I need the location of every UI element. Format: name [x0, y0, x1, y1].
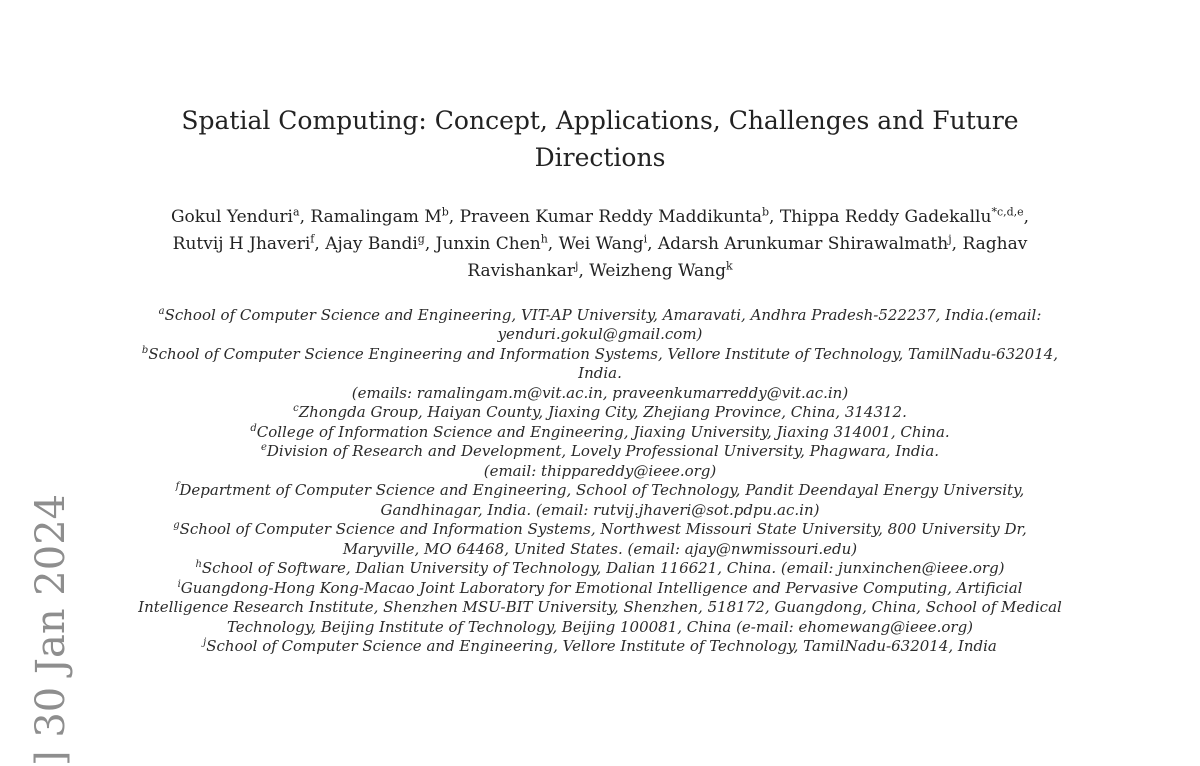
author-affiliation-superscript: i [643, 232, 648, 246]
author-affiliation-superscript: h [540, 232, 548, 246]
author-name: Ajay Bandi [325, 234, 418, 255]
author-name: Junxin Chen [435, 234, 541, 255]
author: Raghav Ravishankar$^j$, [467, 234, 1028, 282]
affiliation: $^g$School of Computer Science and Information Systems, Northwest Missouri State University, 800 University Dr, Maryville, MO 64468, United States. (email: ajay@nwmissouri.edu) [173, 520, 1027, 558]
author-name: Weizheng Wang [589, 261, 726, 282]
author: Adarsh Arunkumar Shirawalmath$^j$, [657, 232, 963, 255]
author: Rutvij H Jhaveri$^f$, [172, 232, 326, 255]
author: Praveen Kumar Reddy Maddikunta$^b$, [459, 205, 780, 227]
affiliation: $^c$Zhongda Group, Haiyan County, Jiaxing City, Zhejiang Province, China, 314312. [293, 403, 907, 422]
author-affiliation-superscript: *c,d,e [991, 205, 1024, 219]
author: Gokul Yenduri$^a$, [170, 205, 311, 227]
affiliation: $^d$College of Information Science and Engineering, Jiaxing University, Jiaxing 314001, China. [250, 422, 950, 441]
author-name: Gokul Yenduri [170, 207, 293, 227]
author: Thippa Reddy Gadekallu$^{*c,d,e}$, [779, 205, 1030, 227]
affiliation: $^a$School of Computer Science and Engineering, VIT-AP University, Amaravati, Andhra Pradesh-522237, India.(email: yenduri.gokul@gmail.com) [158, 305, 1042, 344]
affiliation: $^f$Department of Computer Science and Engineering, School of Technology, Pandit Deendayal Energy University, Gandhinagar, India. (email: rutvij.jhaveri@sot.pdpu.ac.in) [175, 481, 1025, 519]
author: Junxin Chen$^h$, [435, 232, 559, 255]
affiliation-marker: e [260, 442, 267, 454]
arxiv-banner [28, 494, 74, 766]
author-name: Wei Wang [558, 234, 644, 255]
author-affiliation-superscript: a [293, 205, 300, 219]
affiliation-marker: h [195, 559, 202, 571]
affiliation: $^e$Division of Research and Development, Lovely Professional University, Phagwara, India. [260, 442, 940, 461]
affiliation-marker: j [203, 637, 207, 649]
affiliation-marker: c [293, 403, 299, 415]
paper-content [90, 102, 1110, 657]
arxiv-banner-text: ] 30 Jan 2024 [28, 493, 74, 766]
author: Ajay Bandi$^g$, [325, 232, 436, 255]
author-name: Ramalingam M [310, 207, 442, 227]
author-affiliation-superscript: b [441, 205, 449, 219]
author-affiliation-superscript: k [726, 259, 733, 273]
author-list [150, 204, 1050, 286]
affiliation: $^j$School of Computer Science and Engineering, Vellore Institute of Technology, TamilNadu-632014, India [203, 637, 997, 656]
affiliation: $^h$School of Software, Dalian University of Technology, Dalian 116621, China. (email: junxinchen@ieee.org) [195, 559, 1005, 578]
affiliation-list [135, 306, 1065, 657]
affiliation-note: (emails: ramalingam.m@vit.ac.in, praveenkumarreddy@vit.ac.in) [351, 383, 849, 402]
author-affiliation-superscript: j [575, 259, 579, 273]
affiliation-marker: d [250, 422, 257, 434]
author-name: Praveen Kumar Reddy Maddikunta [459, 207, 762, 227]
author: Wei Wang$^i$, [558, 232, 658, 255]
author-name: Rutvij H Jhaveri [172, 234, 311, 255]
author-name: Thippa Reddy Gadekallu [779, 207, 992, 227]
affiliation-marker: a [158, 305, 165, 317]
affiliation-note: (email: thippareddy@ieee.org) [483, 461, 717, 480]
author-affiliation-superscript: b [761, 205, 770, 219]
affiliation-marker: b [141, 344, 149, 356]
author-affiliation-superscript: g [417, 232, 425, 246]
author-affiliation-superscript: j [948, 232, 952, 246]
affiliation: $^i$Guangdong-Hong Kong-Macao Joint Laboratory for Emotional Intelligence and Pervasive Computing, Artificial Intelligence Research Institute, Shenzhen MSU-BIT University, Shenzhen, 518172, Guangdong, China, School of Medical Technology, Beijing Institute of Technology, Beijing 100081, China (e-mail: ehomewang@ieee.org) [138, 578, 1062, 636]
affiliation: $^b$School of Computer Science Engineering and Information Systems, Vellore Institute of Technology, TamilNadu-632014, India. [141, 344, 1059, 383]
author [589, 261, 732, 281]
author-name: Raghav Ravishankar [467, 234, 1028, 282]
author-name: Adarsh Arunkumar Shirawalmath [657, 234, 949, 255]
author: Ramalingam $M^b$, [310, 205, 460, 227]
author-affiliation-superscript: f [310, 232, 315, 246]
affiliation-marker: f [175, 481, 180, 493]
affiliation-marker: g [173, 520, 180, 532]
affiliation-marker: i [177, 578, 181, 590]
paper-title: Spatial Computing: Concept, Applications, Challenges and Future Directions [181, 106, 1019, 172]
